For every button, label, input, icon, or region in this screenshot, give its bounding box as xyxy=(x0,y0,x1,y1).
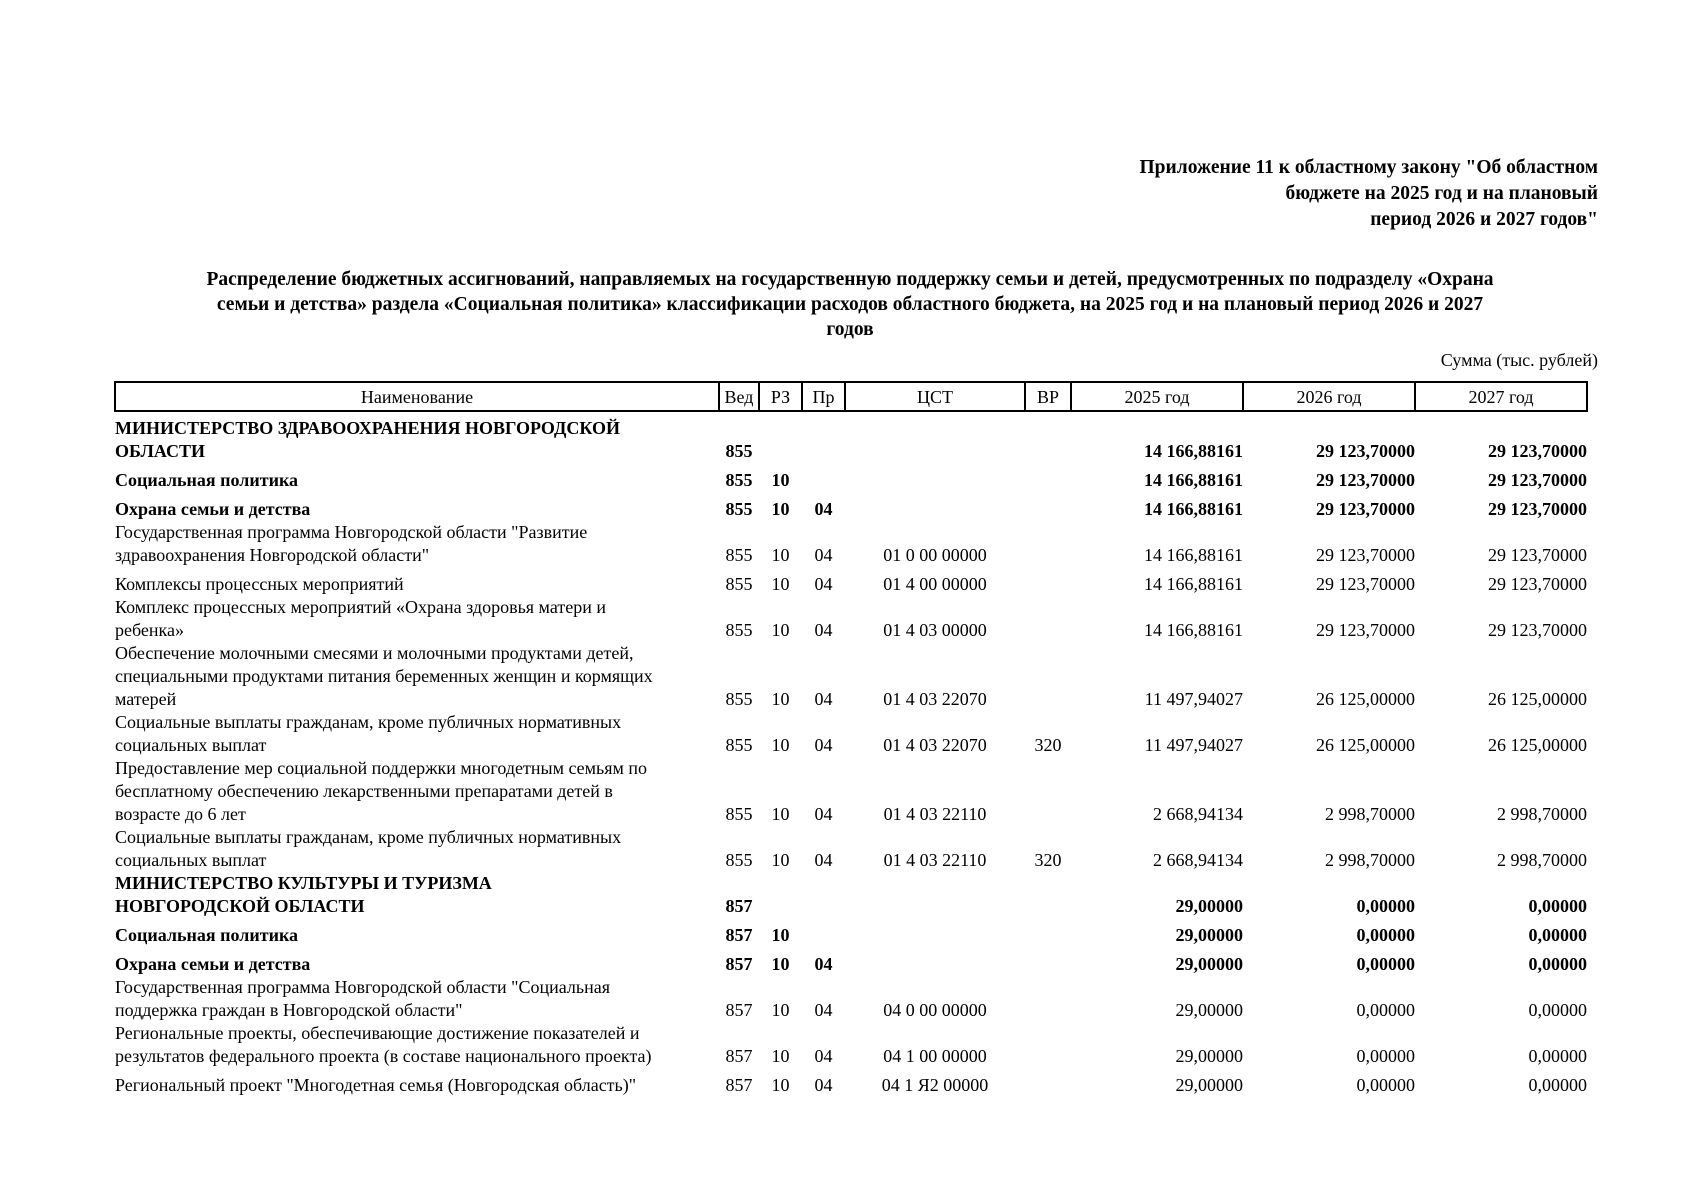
row-pr xyxy=(802,918,845,947)
row-2027: 29 123,70000 xyxy=(1488,441,1587,461)
row-vr: 320 xyxy=(1034,850,1062,870)
row-cst: 01 4 03 22070 xyxy=(883,689,987,709)
row-ved: 855 xyxy=(725,499,753,519)
row-2025: 14 166,88161 xyxy=(1144,470,1243,490)
table-row xyxy=(115,918,1587,947)
row-vr xyxy=(1025,463,1071,492)
row-pr: 04 xyxy=(814,545,833,565)
row-ved: 855 xyxy=(725,850,753,870)
row-ved: 855 xyxy=(725,545,753,565)
row-cst: 01 4 03 22110 xyxy=(883,850,987,870)
table-row xyxy=(115,757,1587,826)
row-2025: 29,00000 xyxy=(1175,896,1243,916)
row-vr xyxy=(1025,872,1071,918)
row-pr xyxy=(802,872,845,918)
row-2026: 29 123,70000 xyxy=(1316,620,1415,640)
row-2025: 29,00000 xyxy=(1175,954,1243,974)
row-ved: 857 xyxy=(725,1046,753,1066)
table-row xyxy=(115,411,1587,463)
table-row xyxy=(115,567,1587,596)
row-2026: 29 123,70000 xyxy=(1316,499,1415,519)
row-cst xyxy=(845,492,1025,521)
row-ved: 855 xyxy=(725,620,753,640)
row-rz: 10 xyxy=(771,925,790,945)
row-2025: 14 166,88161 xyxy=(1144,574,1243,594)
table-row xyxy=(115,711,1587,757)
appendix-line-2: бюджете на 2025 год и на плановый xyxy=(1285,183,1598,204)
row-cst xyxy=(845,947,1025,976)
row-rz: 10 xyxy=(771,1075,790,1095)
title-line-3: годов xyxy=(826,319,874,340)
row-vr xyxy=(1025,1068,1071,1097)
row-ved: 857 xyxy=(725,1000,753,1020)
table-row xyxy=(115,492,1587,521)
row-pr: 04 xyxy=(814,1046,833,1066)
appendix-line-3: период 2026 и 2027 годов" xyxy=(1370,209,1598,230)
table-row xyxy=(115,521,1587,567)
row-ved: 855 xyxy=(725,470,753,490)
row-rz: 10 xyxy=(771,1046,790,1066)
row-2025: 11 497,94027 xyxy=(1144,735,1243,755)
row-2026: 0,00000 xyxy=(1356,1000,1415,1020)
table-row xyxy=(115,1068,1587,1097)
row-cst xyxy=(845,918,1025,947)
row-name: МИНИСТЕРСТВО КУЛЬТУРЫ И ТУРИЗМА НОВГОРОДСКОЙ ОБЛАСТИ xyxy=(115,873,492,916)
col-header-name: Наименование xyxy=(115,382,719,411)
row-2025: 29,00000 xyxy=(1175,1075,1243,1095)
appendix-line-1: Приложение 11 к областному закону "Об областном xyxy=(1139,157,1598,178)
col-header-2027: 2027 год xyxy=(1415,382,1587,411)
row-2027: 2 998,70000 xyxy=(1497,804,1587,824)
row-ved: 857 xyxy=(725,925,753,945)
table-header-row xyxy=(115,382,1587,411)
row-ved: 855 xyxy=(725,441,753,461)
row-pr: 04 xyxy=(814,499,833,519)
row-2027: 29 123,70000 xyxy=(1488,545,1587,565)
document-title xyxy=(114,267,1586,342)
row-rz: 10 xyxy=(771,850,790,870)
row-2025: 14 166,88161 xyxy=(1144,620,1243,640)
row-vr xyxy=(1025,976,1071,1022)
row-2027: 26 125,00000 xyxy=(1488,689,1587,709)
row-cst: 01 0 00 00000 xyxy=(883,545,987,565)
row-pr: 04 xyxy=(814,620,833,640)
table-row xyxy=(115,642,1587,711)
col-header-2025: 2025 год xyxy=(1071,382,1243,411)
row-2026: 29 123,70000 xyxy=(1316,574,1415,594)
row-2027: 0,00000 xyxy=(1528,896,1587,916)
row-pr: 04 xyxy=(814,689,833,709)
appendix-header xyxy=(1038,155,1598,233)
row-2026: 26 125,00000 xyxy=(1316,689,1415,709)
row-2026: 29 123,70000 xyxy=(1316,441,1415,461)
row-name: Обеспечение молочными смесями и молочными продуктами детей, специальными продуктами питания беременных женщин и кормящих матерей xyxy=(115,643,653,709)
col-header-2026: 2026 год xyxy=(1243,382,1415,411)
row-rz: 10 xyxy=(771,545,790,565)
row-2025: 29,00000 xyxy=(1175,1046,1243,1066)
table-row xyxy=(115,463,1587,492)
row-2025: 14 166,88161 xyxy=(1144,545,1243,565)
row-name: Социальные выплаты гражданам, кроме публичных нормативных социальных выплат xyxy=(115,827,622,870)
row-cst: 04 0 00 00000 xyxy=(883,1000,987,1020)
row-rz: 10 xyxy=(771,735,790,755)
row-rz: 10 xyxy=(771,574,790,594)
row-2026: 0,00000 xyxy=(1356,1075,1415,1095)
row-name: Региональный проект "Многодетная семья (Новгородская область)" xyxy=(115,1075,637,1095)
row-2025: 11 497,94027 xyxy=(1144,689,1243,709)
row-rz xyxy=(759,872,802,918)
row-ved: 857 xyxy=(725,954,753,974)
col-header-pr: Пр xyxy=(802,382,845,411)
row-cst: 01 4 03 22110 xyxy=(883,804,987,824)
row-2026: 0,00000 xyxy=(1356,954,1415,974)
row-rz: 10 xyxy=(771,954,790,974)
row-2026: 0,00000 xyxy=(1356,925,1415,945)
row-name: Социальная политика xyxy=(115,470,299,490)
row-rz: 10 xyxy=(771,499,790,519)
row-pr: 04 xyxy=(814,1000,833,1020)
budget-table xyxy=(114,381,1588,1097)
row-name: Охрана семьи и детства xyxy=(115,954,311,974)
col-header-rz: РЗ xyxy=(759,382,802,411)
row-2027: 0,00000 xyxy=(1528,925,1587,945)
row-2026: 0,00000 xyxy=(1356,896,1415,916)
title-line-2: семьи и детства» раздела «Социальная политика» классификации расходов областного бюджета, на 2025 год и на плановый период 2026 и 2027 xyxy=(216,294,1484,315)
table-row xyxy=(115,872,1587,918)
row-rz: 10 xyxy=(771,689,790,709)
row-name: Региональные проекты, обеспечивающие достижение показателей и результатов федерального проекта (в составе национального проекта) xyxy=(115,1023,652,1066)
row-cst: 04 1 Я2 00000 xyxy=(881,1075,989,1095)
row-pr: 04 xyxy=(814,1075,833,1095)
row-2026: 26 125,00000 xyxy=(1316,735,1415,755)
row-2027: 2 998,70000 xyxy=(1497,850,1587,870)
row-2025: 29,00000 xyxy=(1175,925,1243,945)
row-2027: 0,00000 xyxy=(1528,1046,1587,1066)
row-name: Государственная программа Новгородской области "Социальная поддержка граждан в Новгородской области" xyxy=(115,977,611,1020)
col-header-ved: Вед xyxy=(719,382,759,411)
row-ved: 857 xyxy=(725,1075,753,1095)
row-ved: 857 xyxy=(725,896,753,916)
row-2027: 29 123,70000 xyxy=(1488,470,1587,490)
row-2027: 29 123,70000 xyxy=(1488,499,1587,519)
row-rz: 10 xyxy=(771,470,790,490)
row-2027: 0,00000 xyxy=(1528,1000,1587,1020)
row-ved: 855 xyxy=(725,689,753,709)
row-2025: 29,00000 xyxy=(1175,1000,1243,1020)
row-vr xyxy=(1025,567,1071,596)
row-cst: 04 1 00 00000 xyxy=(883,1046,987,1066)
row-2025: 14 166,88161 xyxy=(1144,441,1243,461)
row-2026: 2 998,70000 xyxy=(1325,804,1415,824)
row-vr xyxy=(1025,642,1071,711)
row-2025: 2 668,94134 xyxy=(1153,850,1243,870)
row-vr xyxy=(1025,521,1071,567)
row-name: Государственная программа Новгородской области "Развитие здравоохранения Новгородской области" xyxy=(115,522,588,565)
col-header-cst: ЦСТ xyxy=(845,382,1025,411)
row-name: Социальные выплаты гражданам, кроме публичных нормативных социальных выплат xyxy=(115,712,622,755)
row-2026: 0,00000 xyxy=(1356,1046,1415,1066)
table-row xyxy=(115,826,1587,872)
row-pr: 04 xyxy=(814,954,833,974)
row-name: Комплексы процессных мероприятий xyxy=(115,574,404,594)
row-vr xyxy=(1025,492,1071,521)
row-pr: 04 xyxy=(814,804,833,824)
row-pr: 04 xyxy=(814,850,833,870)
row-name: Социальная политика xyxy=(115,925,299,945)
row-2025: 14 166,88161 xyxy=(1144,499,1243,519)
row-name: МИНИСТЕРСТВО ЗДРАВООХРАНЕНИЯ НОВГОРОДСКОЙ ОБЛАСТИ xyxy=(115,418,621,461)
row-2027: 0,00000 xyxy=(1528,954,1587,974)
row-rz: 10 xyxy=(771,804,790,824)
table-row xyxy=(115,947,1587,976)
row-pr xyxy=(802,463,845,492)
row-2027: 29 123,70000 xyxy=(1488,620,1587,640)
row-cst xyxy=(845,463,1025,492)
row-cst: 01 4 03 22070 xyxy=(883,735,987,755)
row-2026: 29 123,70000 xyxy=(1316,470,1415,490)
row-ved: 855 xyxy=(725,804,753,824)
row-ved: 855 xyxy=(725,735,753,755)
table-row xyxy=(115,976,1587,1022)
row-name: Охрана семьи и детства xyxy=(115,499,311,519)
row-2027: 0,00000 xyxy=(1528,1075,1587,1095)
row-2027: 29 123,70000 xyxy=(1488,574,1587,594)
row-rz: 10 xyxy=(771,1000,790,1020)
row-name: Комплекс процессных мероприятий «Охрана здоровья матери и ребенка» xyxy=(115,597,606,640)
row-ved: 855 xyxy=(725,574,753,594)
row-pr xyxy=(802,411,845,463)
row-vr xyxy=(1025,1022,1071,1068)
row-2026: 2 998,70000 xyxy=(1325,850,1415,870)
col-header-vr: ВР xyxy=(1025,382,1071,411)
row-2027: 26 125,00000 xyxy=(1488,735,1587,755)
row-cst: 01 4 03 00000 xyxy=(883,620,987,640)
row-rz xyxy=(759,411,802,463)
row-pr: 04 xyxy=(814,574,833,594)
units-label: Сумма (тыс. рублей) xyxy=(1440,350,1598,370)
row-vr xyxy=(1025,918,1071,947)
table-row xyxy=(115,596,1587,642)
row-name: Предоставление мер социальной поддержки многодетным семьям по бесплатному обеспечению лекарственными препаратами детей в возрасте до 6 лет xyxy=(115,758,648,824)
row-vr xyxy=(1025,411,1071,463)
row-cst: 01 4 00 00000 xyxy=(883,574,987,594)
row-vr: 320 xyxy=(1034,735,1062,755)
title-line-1: Распределение бюджетных ассигнований, направляемых на государственную поддержку семьи и детей, предусмотренных по подразделу «Охрана xyxy=(206,269,1494,290)
row-pr: 04 xyxy=(814,735,833,755)
row-cst xyxy=(845,872,1025,918)
row-vr xyxy=(1025,757,1071,826)
row-2025: 2 668,94134 xyxy=(1153,804,1243,824)
row-vr xyxy=(1025,596,1071,642)
table-row xyxy=(115,1022,1587,1068)
row-2026: 29 123,70000 xyxy=(1316,545,1415,565)
row-rz: 10 xyxy=(771,620,790,640)
row-vr xyxy=(1025,947,1071,976)
row-cst xyxy=(845,411,1025,463)
